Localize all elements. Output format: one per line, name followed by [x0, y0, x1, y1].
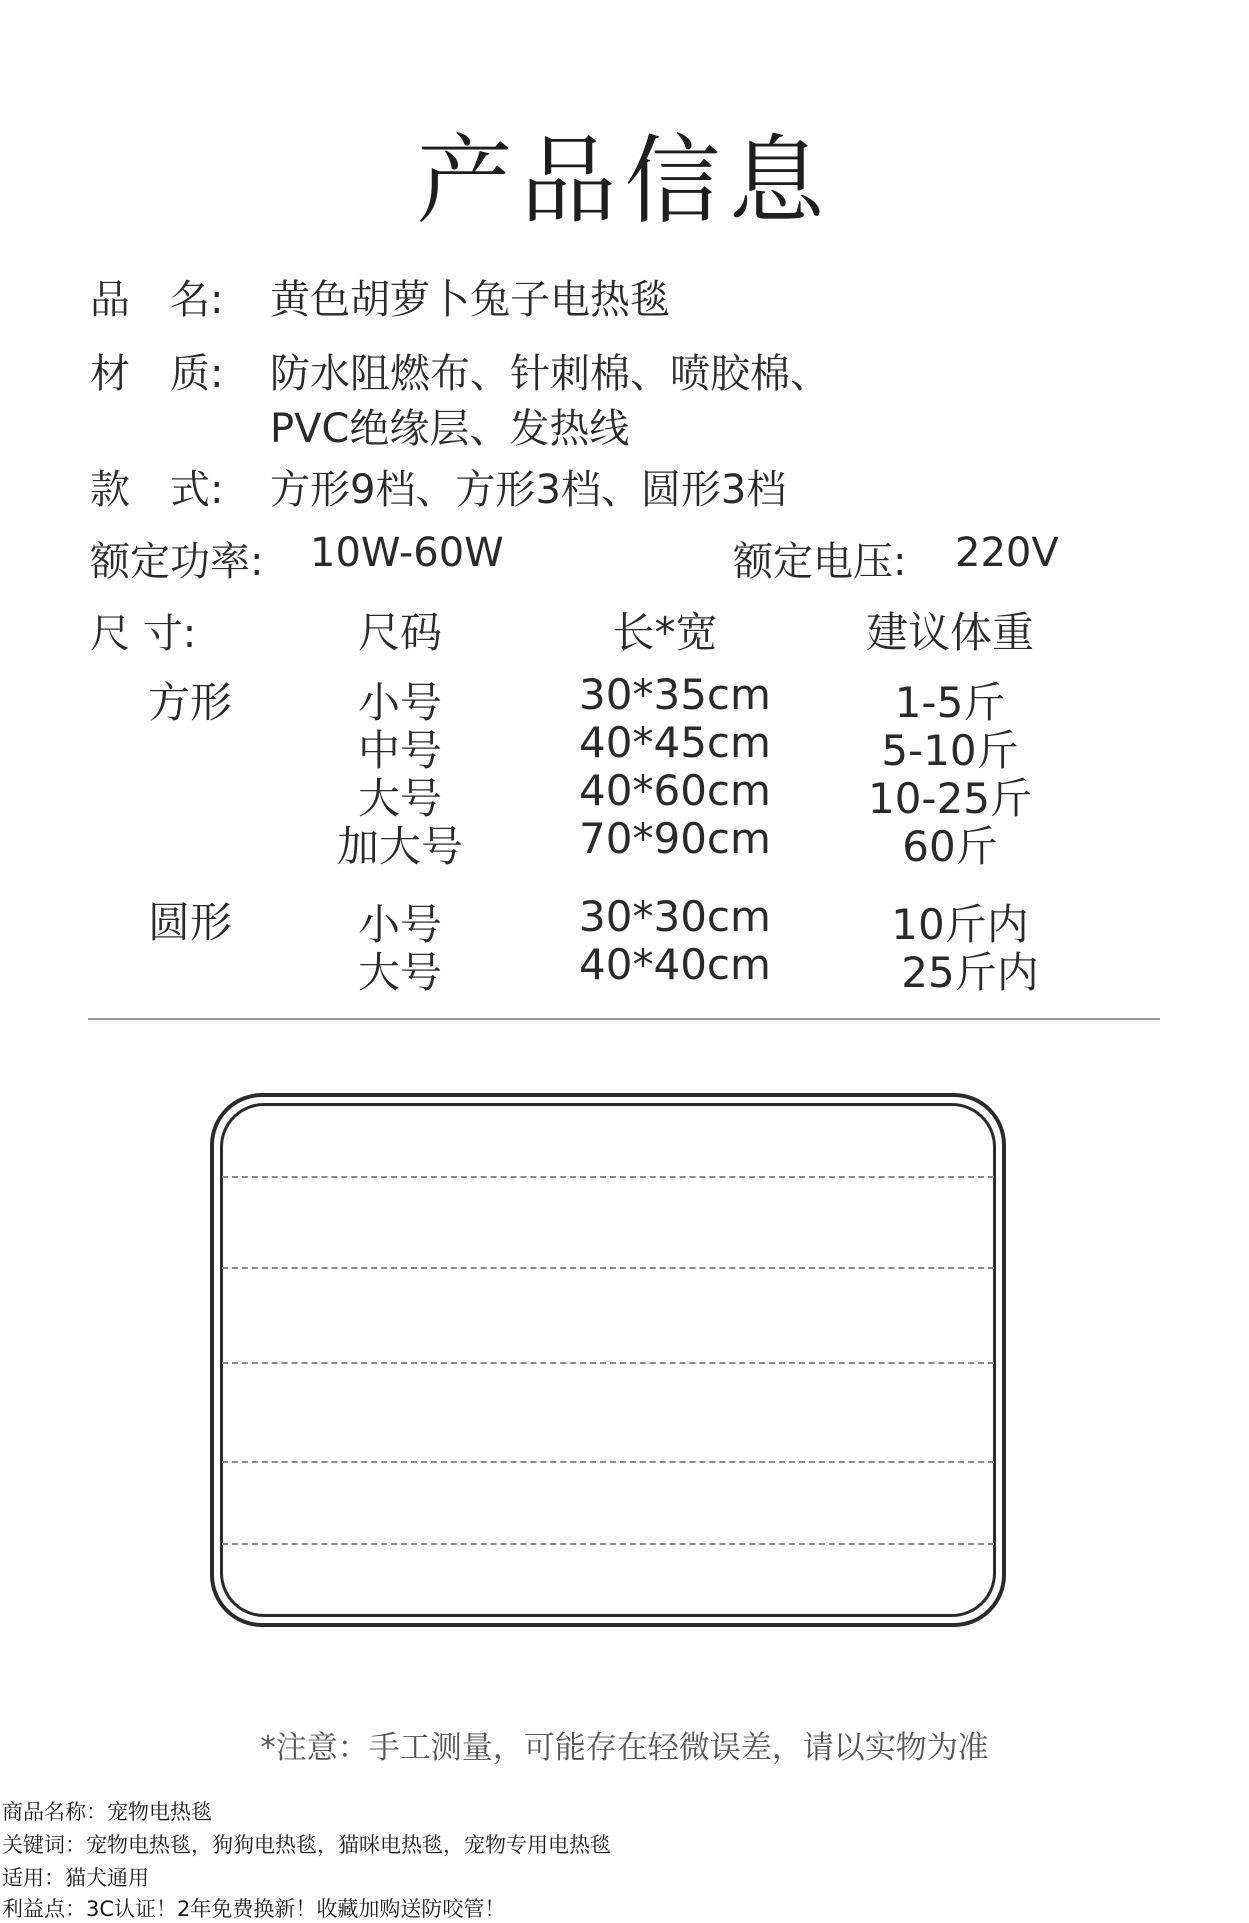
- table-cell-dims: 40*60cm: [579, 766, 771, 815]
- blanket-stitch-line: [222, 1267, 994, 1269]
- header-weight: 建议体重: [865, 608, 1034, 657]
- material-label: 材 质:: [90, 351, 224, 397]
- size-label: 尺 寸:: [90, 611, 197, 657]
- blanket-stitch-line: [222, 1543, 994, 1545]
- group-square: 方形: [147, 678, 232, 727]
- table-cell-dims: 30*30cm: [579, 892, 771, 941]
- table-cell-weight: 60斤: [902, 822, 998, 871]
- material-value-line2: PVC绝缘层、发热线: [270, 406, 630, 452]
- header-dimensions: 长*宽: [612, 608, 718, 657]
- table-cell-weight: 1-5斤: [894, 678, 1006, 727]
- blanket-stitch-line: [222, 1362, 994, 1364]
- table-cell-size: 中号: [357, 726, 442, 775]
- group-round: 圆形: [147, 898, 232, 947]
- meta-applicable: 适用：猫犬通用: [2, 1866, 149, 1890]
- meta-product-name: 商品名称：宠物电热毯: [2, 1800, 212, 1824]
- table-cell-dims: 40*45cm: [579, 718, 771, 767]
- material-value-line1: 防水阻燃布、针刺棉、喷胶棉、: [270, 351, 830, 397]
- table-cell-weight: 5-10斤: [881, 726, 1019, 775]
- header-size: 尺码: [357, 608, 442, 657]
- table-cell-dims: 40*40cm: [579, 940, 771, 989]
- table-cell-weight: 10斤内: [891, 900, 1029, 949]
- meta-selling-points: 利益点：3C认证！2年免费换新！收藏加购送防咬管！: [2, 1897, 506, 1921]
- power-label: 额定功率:: [90, 539, 264, 585]
- style-value: 方形9档、方形3档、圆形3档: [270, 467, 787, 513]
- name-value: 黄色胡萝卜兔子电热毯: [270, 277, 670, 323]
- table-cell-size: 大号: [357, 948, 442, 997]
- table-cell-size: 大号: [357, 774, 442, 823]
- table-cell-weight: 10-25斤: [867, 774, 1033, 823]
- table-cell-size: 小号: [357, 678, 442, 727]
- name-label: 品 名:: [90, 277, 224, 323]
- blanket-stitch-line: [222, 1461, 994, 1463]
- table-cell-size: 加大号: [336, 822, 463, 871]
- voltage-label: 额定电压:: [733, 539, 907, 585]
- meta-keywords: 关键词：宠物电热毯，狗狗电热毯，猫咪电热毯，宠物专用电热毯: [2, 1833, 611, 1857]
- table-cell-dims: 30*35cm: [579, 670, 771, 719]
- measurement-note: *注意：手工测量，可能存在轻微误差，请以实物为准: [260, 1730, 989, 1766]
- style-label: 款 式:: [90, 467, 224, 513]
- table-cell-dims: 70*90cm: [579, 814, 771, 863]
- blanket-stitch-line: [222, 1176, 994, 1178]
- power-value: 10W-60W: [310, 530, 504, 576]
- voltage-value: 220V: [955, 530, 1059, 576]
- section-divider: [88, 1018, 1160, 1020]
- table-cell-size: 小号: [357, 900, 442, 949]
- table-cell-weight: 25斤内: [901, 948, 1039, 997]
- page-title: 产品信息: [416, 125, 833, 237]
- blanket-outline-inner: [220, 1103, 996, 1617]
